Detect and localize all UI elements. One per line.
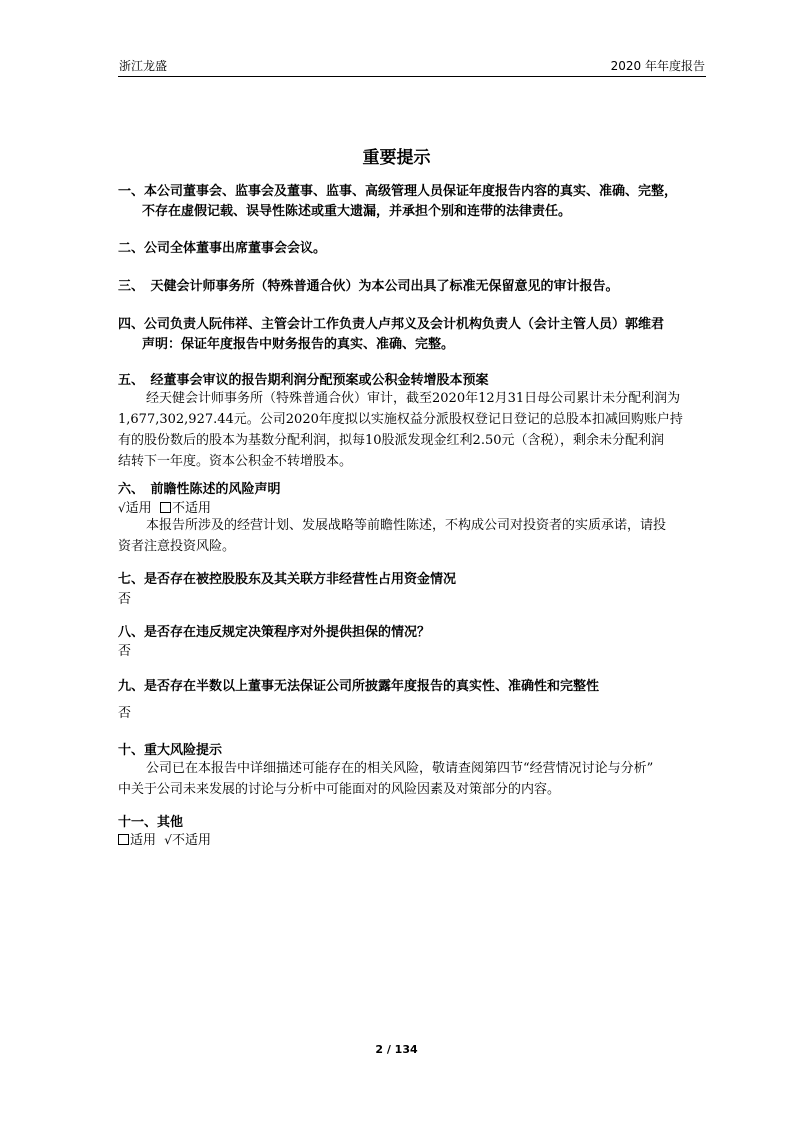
empty-checkbox-icon: [160, 502, 171, 513]
section-5-line-1: 经天健会计师事务所（特殊普通合伙）审计，截至2020年12月31日母公司累计未分配利润为: [146, 391, 681, 406]
section-8-answer: 否: [118, 644, 132, 659]
empty-checkbox-icon: [118, 834, 129, 845]
section-7-answer: 否: [118, 592, 132, 607]
not-applicable-label: 不适用: [171, 833, 211, 848]
section-6-body: [118, 515, 708, 557]
section-5-line-3: 有的股份数后的股本为基数分配利润，拟每10股派发现金红利2.50元（含税），剩余未分配利润: [118, 433, 664, 448]
section-5-body: [118, 388, 708, 472]
section-7-heading: 七、是否存在被控股股东及其关联方非经营性占用资金情况: [118, 572, 457, 587]
section-5-line-4: 结转下一年度。资本公积金不转增股本。: [118, 454, 353, 469]
section-5-heading: 五、 经董事会审议的报告期利润分配预案或公积金转增股本预案: [118, 373, 489, 388]
section-10-line-1: 公司已在本报告中详细描述可能存在的相关风险，敬请查阅第四节“经营情况讨论与分析”: [146, 761, 654, 776]
not-applicable-label: 不适用: [171, 501, 211, 516]
section-9-answer: 否: [118, 706, 132, 721]
section-4-line-2: 声明：保证年度报告中财务报告的真实、准确、完整。: [142, 337, 455, 352]
header-report-title: 2020 年年度报告: [610, 59, 705, 73]
applicable-label: 适用: [125, 501, 152, 516]
section-5-line-2: 1,677,302,927.44元。公司2020年度拟以实施权益分派股权登记日登记的总股本扣减回购账户持: [118, 412, 683, 427]
section-6-line-1: 本报告所涉及的经营计划、发展战略等前瞻性陈述，不构成公司对投资者的实质承诺，请投: [146, 518, 667, 533]
check-mark-icon: √: [164, 833, 172, 847]
check-mark-icon: √: [118, 501, 126, 515]
section-11-heading: 十一、其他: [118, 815, 184, 830]
section-1-line-1: 一、本公司董事会、监事会及董事、监事、高级管理人员保证年度报告内容的真实、准确、完整，: [118, 184, 678, 199]
header-company: 浙江龙盛: [119, 59, 168, 73]
section-1-line-2: 不存在虚假记载、误导性陈述或重大遗漏，并承担个别和连带的法律责任。: [142, 204, 572, 219]
section-1-heading: [118, 182, 718, 222]
section-9-heading: 九、是否存在半数以上董事无法保证公司所披露年度报告的真实性、准确性和完整性: [118, 679, 600, 694]
section-10-heading: 十、重大风险提示: [118, 743, 223, 758]
page-title: 重要提示: [362, 148, 431, 168]
section-2-heading: 二、公司全体董事出席董事会会议。: [118, 241, 327, 256]
section-10-body: [118, 758, 708, 800]
page-number: 2 / 134: [375, 1043, 418, 1056]
section-8-heading: 八、是否存在违反规定决策程序对外提供担保的情况？: [118, 625, 431, 640]
section-6-line-2: 资者注意投资风险。: [118, 539, 236, 554]
applicable-label: 适用: [130, 833, 157, 848]
header-divider: [118, 76, 706, 77]
section-4-line-1: 四、公司负责人阮伟祥、主管会计工作负责人卢邦义及会计机构负责人（会计主管人员）郭维君: [118, 317, 665, 332]
section-11-applicability: [118, 830, 211, 851]
section-3-heading: 三、 天健会计师事务所（特殊普通合伙）为本公司出具了标准无保留意见的审计报告。: [118, 279, 619, 294]
section-4-heading: [118, 315, 718, 355]
section-6-heading: 六、 前瞻性陈述的风险声明: [118, 482, 281, 497]
section-10-line-2: 中关于公司未来发展的讨论与分析中可能面对的风险因素及对策部分的内容。: [118, 782, 561, 797]
